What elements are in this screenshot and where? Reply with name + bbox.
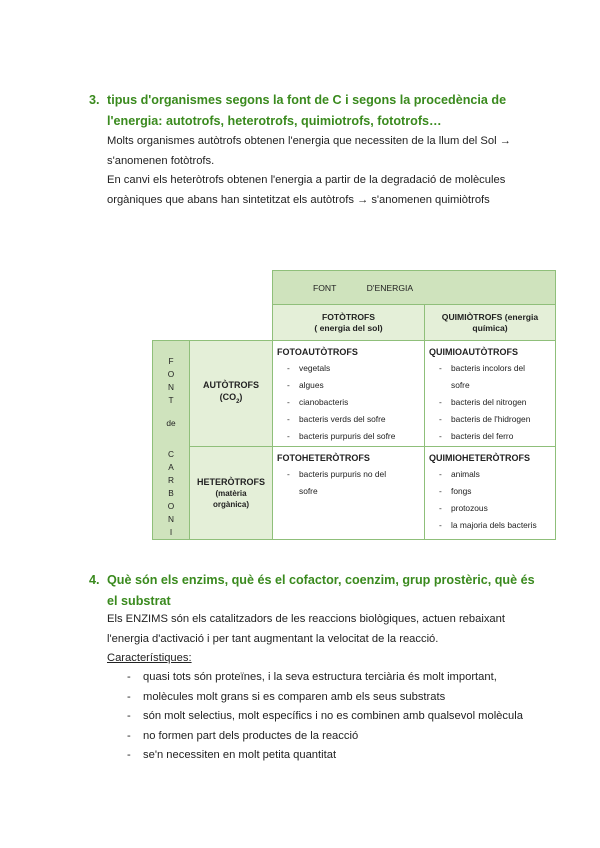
list-item: - fongs (429, 483, 555, 500)
section-4-number: 4. (89, 573, 100, 587)
paragraph-line: Els ENZIMS són els catalitzadors de les reaccions biològiques, actuen rebaixant (107, 613, 505, 625)
list-item: - són molt selectius, molt específics i no es combinen amb qualsevol molècula (127, 707, 587, 727)
list-item (277, 483, 424, 500)
cell-title: QUIMIOHETERÒTROFS (429, 453, 530, 464)
side-letter: B (168, 488, 174, 498)
side-letter: N (168, 382, 174, 392)
list-item: - la majoria dels bacteris (429, 517, 555, 534)
section-4-heading-line1: Què són els enzims, què és el cofactor, coenzim, grup prostèric, què és (107, 573, 535, 587)
paragraph-line: En canvi els heteròtrofs obtenen l'energia a partir de la degradació de molècules (107, 174, 506, 186)
paragraph-line: Molts organismes autòtrofs obtenen l'energia que necessiten de la llum del Sol → (107, 135, 511, 147)
side-de: de (166, 418, 176, 428)
fototrofs-column-header (273, 305, 425, 341)
list-item: - no formen part dels productes de la reacció (127, 727, 587, 747)
row1-label: AUTÒTROFS (203, 380, 259, 391)
section-3-heading-line2: l'energia: autotrofs, heterotrofs, quimiotrofs, fototrofs… (107, 114, 442, 128)
list-item: - algues (277, 377, 424, 394)
paragraph-line: s'anomenen fotòtrofs. (107, 154, 215, 167)
list-item-continuation: sofre (451, 380, 470, 390)
header-energia-text: D'ENERGIA (366, 282, 414, 293)
list-item: - quasi tots són proteïnes, i la seva estructura terciària és molt important, (127, 668, 587, 688)
side-letter: O (167, 501, 175, 511)
organism-classification-table (152, 270, 556, 540)
autotrofs-row-header (190, 341, 273, 447)
section-4-heading-line2: el substrat (107, 594, 171, 608)
paragraph-line: l'energia d'activació i per tant augmentant la velocitat de la reacció. (107, 632, 439, 645)
row1-sub-end: ) (239, 392, 243, 403)
row2-sub1: (matèria (215, 488, 247, 498)
header-font-text: FONT (313, 282, 337, 293)
col2-title: QUIMIÒTROFS (energia (441, 311, 539, 322)
list-item: - bacteris de l'hidrogen (429, 411, 555, 428)
list-item: - molècules molt grans si es comparen amb els seus substrats (127, 688, 587, 708)
carbon-source-side-label (153, 341, 190, 540)
fotoautotrofs-cell (273, 341, 425, 447)
quimioautotrofs-cell (425, 341, 556, 447)
side-letter: A (168, 462, 174, 472)
side-letter: O (167, 369, 175, 379)
cell-title: QUIMIOAUTÒTROFS (429, 347, 518, 357)
list-item: - se'n necessiten en molt petita quantitat (127, 746, 587, 766)
list-item: - cianobacteris (277, 394, 424, 411)
list-item: - bacteris verds del sofre (277, 411, 424, 428)
row1-sub: (CO (219, 392, 237, 403)
list-item: - vegetals (277, 360, 424, 377)
cell-title: FOTOAUTÒTROFS (277, 347, 358, 357)
quimiotrofs-column-header (425, 305, 556, 341)
side-letter: R (168, 475, 174, 485)
list-item-continuation: sofre (299, 486, 318, 497)
section-3-paragraph (107, 132, 587, 210)
row1-sub-index: 2 (236, 398, 240, 405)
characteristics-list (127, 668, 587, 766)
side-letter: T (168, 395, 174, 405)
list-item: - protozous (429, 500, 555, 517)
row2-label: HETERÒTROFS (196, 476, 265, 487)
section-4-paragraph (107, 610, 587, 669)
side-letter: F (168, 356, 174, 366)
list-item: - animals (429, 466, 555, 483)
section-3-heading-line1: tipus d'organismes segons la font de C i segons la procedència de (107, 93, 507, 107)
cell-title: FOTOHETERÒTROFS (277, 453, 370, 464)
energy-source-header (273, 271, 556, 305)
col2-subtitle: química) (472, 322, 508, 333)
section-3-heading (107, 90, 587, 132)
side-letter: I (169, 527, 173, 537)
paragraph-line: orgàniques que abans han sintetitzat els autòtrofs → s'anomenen quimiòtrofs (107, 193, 490, 206)
row2-sub2: orgànica) (212, 499, 249, 509)
section-4-heading (107, 570, 587, 612)
list-item: - bacteris del nitrogen (429, 394, 555, 411)
characteristics-title: Característiques: (107, 652, 192, 664)
list-item: - bacteris purpuris del sofre (277, 428, 424, 445)
section-3-number: 3. (89, 93, 100, 107)
fotoheterotrofs-cell (273, 447, 425, 540)
side-letter: N (168, 514, 174, 524)
side-letter: C (168, 449, 174, 459)
list-item: - bacteris incolors del (429, 360, 555, 377)
col1-title: FOTÒTROFS (322, 311, 375, 322)
list-item: - bacteris del ferro (429, 428, 555, 445)
list-item: - bacteris purpuris no del (277, 466, 424, 483)
heterotrofs-row-header (190, 447, 273, 540)
col1-subtitle: ( energia del sol) (314, 322, 383, 333)
list-item (429, 377, 555, 394)
quimioheterotrofs-cell (425, 447, 556, 540)
